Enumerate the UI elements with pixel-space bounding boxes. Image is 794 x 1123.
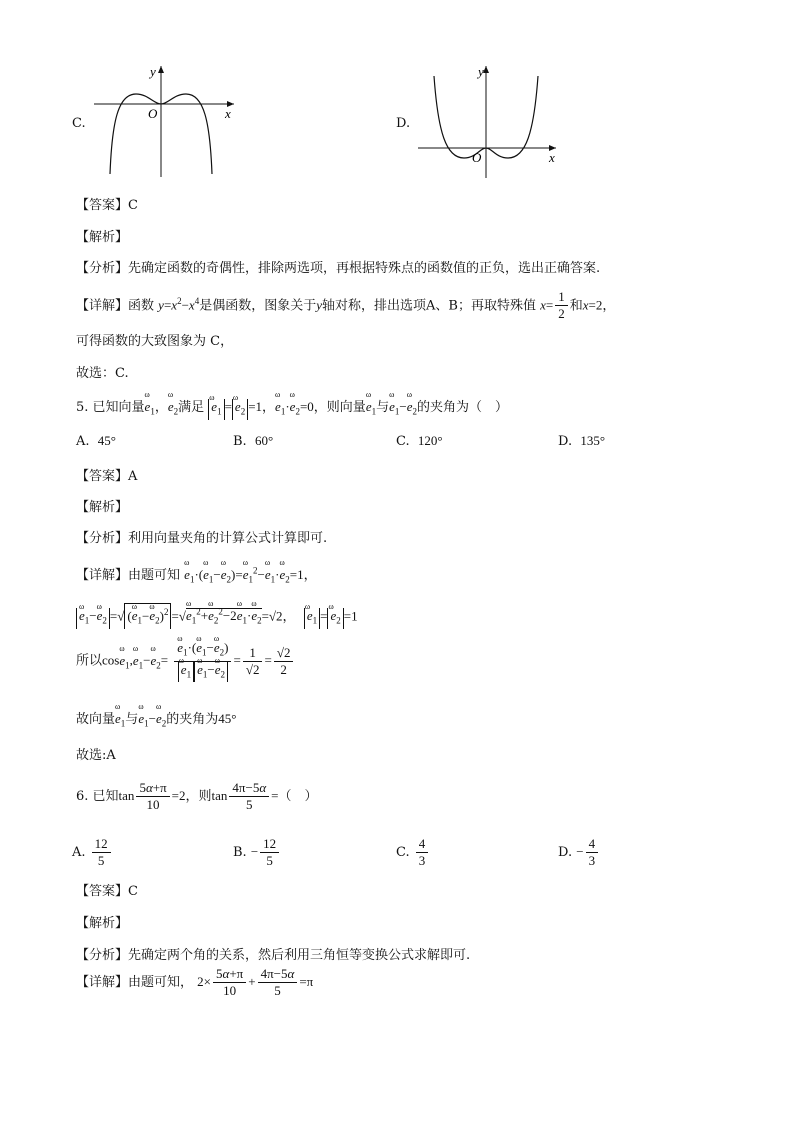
q5-stem: 5. 已知向量ω $e_1$，ω $e_2$满足 ω $e_1 =\omega$ $e_2 =1$，ω $e_1\cdot\omega$ $e_2=0$，则向量ω $e_1$与ω $e_1-\omega$ $e_2$的夹角为（ ）: [76, 396, 508, 420]
graph-c-x-label: x: [225, 106, 231, 121]
q4-detail-tag: 【详解】: [76, 298, 129, 314]
q4-half-fraction: $\frac{1}{2}$: [555, 289, 568, 322]
q6-fenxi: 【分析】先确定两个角的关系，然后利用三角恒等变换公式求解即可.: [76, 948, 471, 963]
q5-conclusion: 故向量ω $e_1$与ω $e_1-\omega$ $e_2$的夹角为45°: [76, 708, 236, 729]
graph-d: [414, 62, 564, 180]
q4-detail-text-c: 轴对称，排出选项A、B；再取特殊值: [322, 298, 536, 314]
q4-detail-text-d: ，: [602, 298, 616, 314]
graph-d-x-label: x: [549, 150, 555, 165]
graph-c-y-label: y: [150, 64, 156, 79]
q4-detail: 【详解】函数 $y=x^2-x^4$是偶函数，图象关于y轴对称，排出选项A、B；再取特殊值 x= $\frac{1}{2}$ 和x=2，: [76, 289, 616, 322]
q5-stem-c: 满足: [178, 400, 205, 415]
graph-c-origin: O: [148, 106, 158, 121]
q5-choose: 故选:A: [76, 748, 116, 763]
q4-fenxi-text: 先确定函数的奇偶性，排除两选项，再根据特殊点的函数值的正负，选出正确答案.: [128, 261, 601, 276]
q5-option-d: D. 135°: [558, 433, 606, 449]
q5-stem-e: ，则向量: [313, 400, 366, 415]
option-c-label: C.: [72, 116, 86, 131]
option-d-label: D.: [396, 116, 411, 131]
q5-option-b: B. 60°: [233, 433, 274, 449]
q4-detail-text-a: 函数: [128, 298, 155, 314]
q6-option-a: A. $\frac{12}{5}$: [72, 836, 113, 869]
q5-stem-a: 5. 已知向量: [76, 400, 145, 415]
q4-function-formula: y: [158, 297, 164, 313]
q5-detail-line2: ω $e_1-\omega$ $e_2$ =√ (ω $e_1-\omega$ $e_2)^2 =√\omega$ $e_1^2+\omega$ $e_2^2-2\omega$ $e_1\cdot\omega$ $e_2=√2$， ω $e_1 =\omega$ $e_2 =1$: [76, 603, 358, 629]
q4-detail-and: 和: [569, 298, 583, 314]
q5-stem-f: 与: [376, 400, 390, 415]
q4-choose: 故选：C.: [76, 366, 129, 381]
q5-analysis-title: 【解析】: [76, 500, 129, 515]
q5-detail-line3: 所以cosω $e_1,\omega$ $e_1-\omega$ $e_2=$ ω $e_1\cdot(\omega$ $e_1-\omega$ $e_2$) ω $e_1\omega$ $e_1-\omega$ $e_2$ = $\frac{1}{√2}$ = $\frac{√2}{2}$: [76, 640, 295, 682]
q4-detail-text-b: 是偶函数，图象关于: [199, 298, 317, 314]
q5-detail-line1: 【详解】由题可知 ω $e_1\cdot(\omega$ $e_1-\omega$ $e_2)=\omega$ $e_1^2-\omega$ $e_1\cdot\omega$ $e_2=1$，: [76, 564, 317, 585]
graph-d-y-label: y: [478, 64, 484, 79]
q6-stem: 6. 已知tan $\frac{5\alpha+\pi}{10}$ =2，则tan $\frac{4\pi-5\alpha}{5}$ =（ ）: [76, 780, 318, 812]
q4-fenxi: [76, 257, 600, 276]
q5-stem-b: ，: [154, 400, 168, 415]
q6-answer: 【答案】C: [76, 884, 138, 899]
q6-detail: 【详解】由题可知， 2× $\frac{5\alpha+\pi}{10}$ + $\frac{4\pi-5\alpha}{5}$ =π: [76, 966, 314, 998]
q5-answer: 【答案】A: [76, 469, 138, 484]
q5-stem-d: ，: [262, 400, 276, 415]
q5-option-a: A. 45°: [76, 433, 116, 449]
q6-option-d: D. − $\frac{4}{3}$: [558, 836, 600, 869]
q4-detail-axis: y: [316, 297, 322, 313]
q4-analysis-title: 【解析】: [76, 230, 129, 245]
q4-fenxi-tag: 【分析】: [76, 261, 129, 276]
graph-c: [88, 62, 238, 180]
q5-option-c: C. 120°: [396, 433, 443, 449]
q6-option-b: B. − $\frac{12}{5}$: [233, 836, 281, 869]
q5-stem-g: 的夹角为（ ）: [417, 400, 509, 415]
q4-detail-line2: 可得函数的大致图象为 C，: [76, 334, 234, 349]
q5-fenxi: 【分析】利用向量夹角的计算公式计算即可.: [76, 531, 328, 546]
q6-analysis-title: 【解析】: [76, 916, 129, 931]
graph-d-origin: O: [472, 150, 482, 165]
q4-answer: 【答案】C: [76, 198, 138, 213]
q6-option-c: C. $\frac{4}{3}$: [396, 836, 430, 869]
